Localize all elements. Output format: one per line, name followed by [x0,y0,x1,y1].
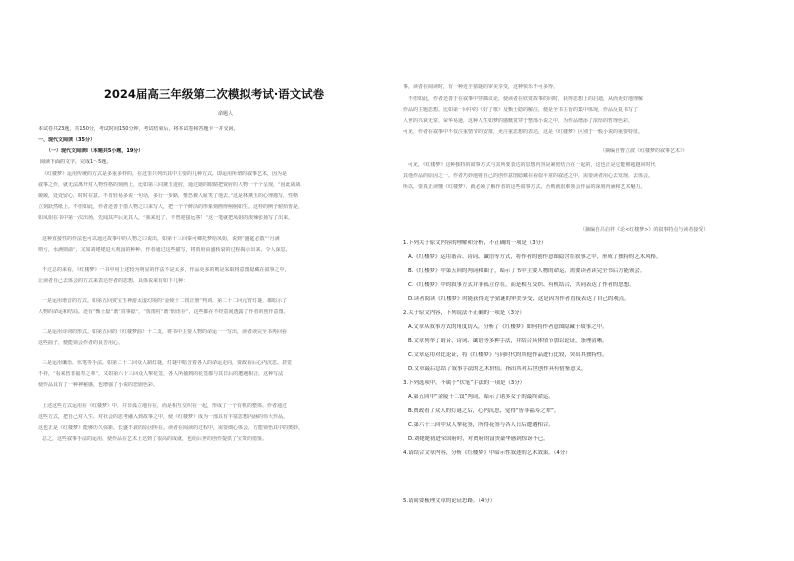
source-citation: （摘编自吕启祥《论<红楼梦>》的叙事特点与读者接受） [580,227,709,233]
option: D.刘姥姥初进荣国府时，对贾府的富贵豪华感到惊讶不已。 [408,436,549,442]
reading-instruction: 阅读下面的文字，完成1～5题。 [40,159,112,165]
right-source-one: （摘编自曹立波《红楼梦的叙事艺术》） [600,148,688,154]
question-4: 4.请结合文章内容，分析《红楼梦》中暗示性叙述的艺术效果。（4分） [403,450,571,456]
left-line: 二是运用诗词的形式。如第五回的《红楼梦曲》十二支，将书中主要人物的命运一一写出，读者读完全书再回看 [42,329,288,335]
left-line: 《红楼梦》运用传统的方式是多重多样的，在这里只列出其中主要的几种方式，即运用所谓的叙事艺术，因为是 [42,171,288,177]
left-line: 立刻跃然纸上。不但如此，作者还善于借人物之口来写人，把一个个鲜活的形象刻画得栩栩如生。这样的例子俯拾皆是， [38,204,304,210]
right-line: 其他作品的原因之一。作者巧妙地将自己的创作意图隐藏在看似平常的叙述之中，需要读者用心去发现、去体会。 [403,173,654,179]
option: B.文章列举了谐音、诗词、谶语等多种手法，并结合具体情节加以论证，条理清晰。 [408,338,608,344]
left-line: 上述这些方式运用在《红楼梦》中，并非孤立地存在，而是相互交织在一起，形成了一个有机的整体。作者通过 [42,403,288,409]
left-line: 如凤姐在书中第一次出场，先闻其声后见其人，“我来迟了，不曾迎接远客！”这一笔就把凤姐的泼辣张扬写了出来。 [38,215,294,221]
question-2: 2.关于原文内容，下列说法不正确的一项是（3分） [403,310,525,316]
left-line: 三是运用谶语、伏笔等手法。如第二十二回众人制灯谜，灯谜中暗含着各人的命运走向，贾政看后心内沉思，甚觉 [42,360,293,366]
option: C.第六十三回中众人掣花签，所得花签与各人日后遭遇相合。 [408,422,554,428]
option: A.文章从叙事方式的角度切入，分析了《红楼梦》如何将作者意图隐藏于故事之中。 [408,324,608,330]
option: D.文章最后总结了叙事手法的艺术价值，指出其对后世创作具有借鉴意义。 [408,366,587,372]
right-line: 可见，作者在叙事中不仅注重情节的安排，更注重思想的表达，这是《红楼梦》区别于一般小说的重要特征。 [403,129,644,135]
left-line: 这种直接性的作法也可以通过故事中的人物之口说出，如第十三回秦可卿托梦给凤姐，说到“盛筵必散”“月满 [42,236,280,242]
option: D.读者阅读《红楼梦》时能获得近乎猜谜的审美享受，这是因为作者直接表达了自己的观点。 [408,296,630,302]
right-line: 作品的主题思想。比如第一回中的《好了歌》及甄士隐的解注，便是全书主旨的集中体现，作品反复书写了 [403,107,639,113]
left-line: 这些方式，把自己对人生、对社会的思考融入到故事之中，使《红楼梦》成为一部具有丰富思想内涵的伟大作品。 [38,414,289,420]
exam-notice: 本试卷共23题，共150分，考试时间150分钟，考试结束后，将本试卷和答题卡一并交回。 [38,126,239,132]
question-1: 1.下列关于原文内容的理解和分析，不正确的一项是（3分） [403,240,547,246]
question-5: 5.请简要梳理文章的论证思路。（4分） [403,498,496,504]
right-line: 可见，《红楼梦》这种独特的叙事方式与其所要表达的思想内容是紧密结合在一起的，这也正是它能够超越同时代 [408,162,656,168]
left-line: 兢兢，处处留心，时时在意，不肯轻易多说一句话，多行一步路，惟恐被人耻笑了他去。”这是林黛玉的心理描写，性格 [38,193,299,199]
left-line: 一是运用谐音的方式。如第五回贾宝玉神游太虚幻境的“金陵十二钗正册”判词、第二十二回元宵灯谜，都暗示了 [42,298,288,304]
option: C.《红楼梦》中的叙事方式并非孤立存在，而是相互交织、有机结合，共同表达了作者的思想。 [408,282,635,288]
section-one-heading: 一、现代文阅读（35分） [38,137,95,143]
question-3: 3.下列选项中，不属于“伏笔”手法的一项是（3分） [403,380,525,386]
left-line: 叙事之作，就无法离开对人物性格的刻画上，比如第三回黛玉进府，通过她的眼睛把贾府的人物一个个呈现，“因此战战 [38,182,301,188]
option: B.《红楼梦》中第五回的判词和曲子，暗示了书中主要人物的命运，需要读者读完全书后方能领会。 [408,268,646,274]
right-line: 不但如此，作者还善于在叙事中穿插议论，使读者在欣赏故事的同时，获得思想上的启迪，从而更好地理解 [408,96,644,102]
left-line: 不祥，“看来皆非福寿之辈”。又如第六十三回众人掣花签，各人所抽到的花签都与其日后的遭遇相合，这种写法 [38,371,284,377]
option: A.《红楼梦》运用谐音、诗词、谶语等方式，将作者的创作意图隐含在叙事之中，形成了独特的艺术风格。 [408,254,662,260]
left-line: 总之，这些叙事手法的运用，使作品在艺术上达到了很高的成就，也给后世的创作提供了宝贵的借鉴。 [42,436,268,442]
option: A.第五回中“金陵十二钗”判词，暗示了诸多女子的最终命运。 [408,394,554,400]
right-line: 事，读者在阅读时，有一种近乎猜谜的审美享受，这种快乐不可多得。 [403,84,559,90]
exam-author: 命题人 [218,111,234,117]
right-line: 人世的兴衰无常、荣华易逝，这种人生如梦的感慨贯穿于整部小说之中，为作品增添了浓厚的哲理色彩。 [403,118,634,124]
option: B.贾政看了众人的灯谜之后，心内沉思，觉得“皆非福寿之辈”。 [408,408,560,414]
left-line: 这些曲子，便能领会作者的良苦用心。 [38,340,124,346]
exam-title: 2024届高三年级第二次模拟考试·语文试卷 [103,87,325,101]
left-line: 这也正是《红楼梦》能够历久弥新、长盛不衰的原因所在。读者在阅读的过程中，需要细心体会，方能领悟其中的奥妙。 [38,425,304,431]
subsection-one-heading: （一）现代文阅读Ⅰ（本题共5小题，19分） [46,148,144,154]
left-line: 人物的命运和结局。还有“甄士隐”谐“真事隐”，“贾雨村”谐“假语存”，这些都在不经意间透露了作者的创作意图。 [38,309,289,315]
left-line: 则亏，水满则溢”，又如刘姥姥进大观园的种种，作者通过这些描写，将贾府由盛转衰的过程揭示出来，令人深思。 [38,247,291,253]
option: C.文章运用对比论证，将《红楼梦》与同时代的其他作品进行比较，突出其独特性。 [408,352,608,358]
left-line: 不过总的来看，《红楼梦》一书中用上述较为明显的作法不是太多，作品更多的则是采取将意图隐藏在叙事之中， [42,267,290,273]
left-line: 使作品具有了一种神秘感，也增强了小说的悲剧色彩。 [38,382,159,388]
left-line: 让读者自己去体会的方式来表达作者的思想，具体说来有如下几种： [38,278,189,284]
right-line: 所以，要真正读懂《红楼梦》，就必须了解作者的这些叙事方式，否则就很难领会作品的深刻内涵和艺术魅力。 [403,184,646,190]
